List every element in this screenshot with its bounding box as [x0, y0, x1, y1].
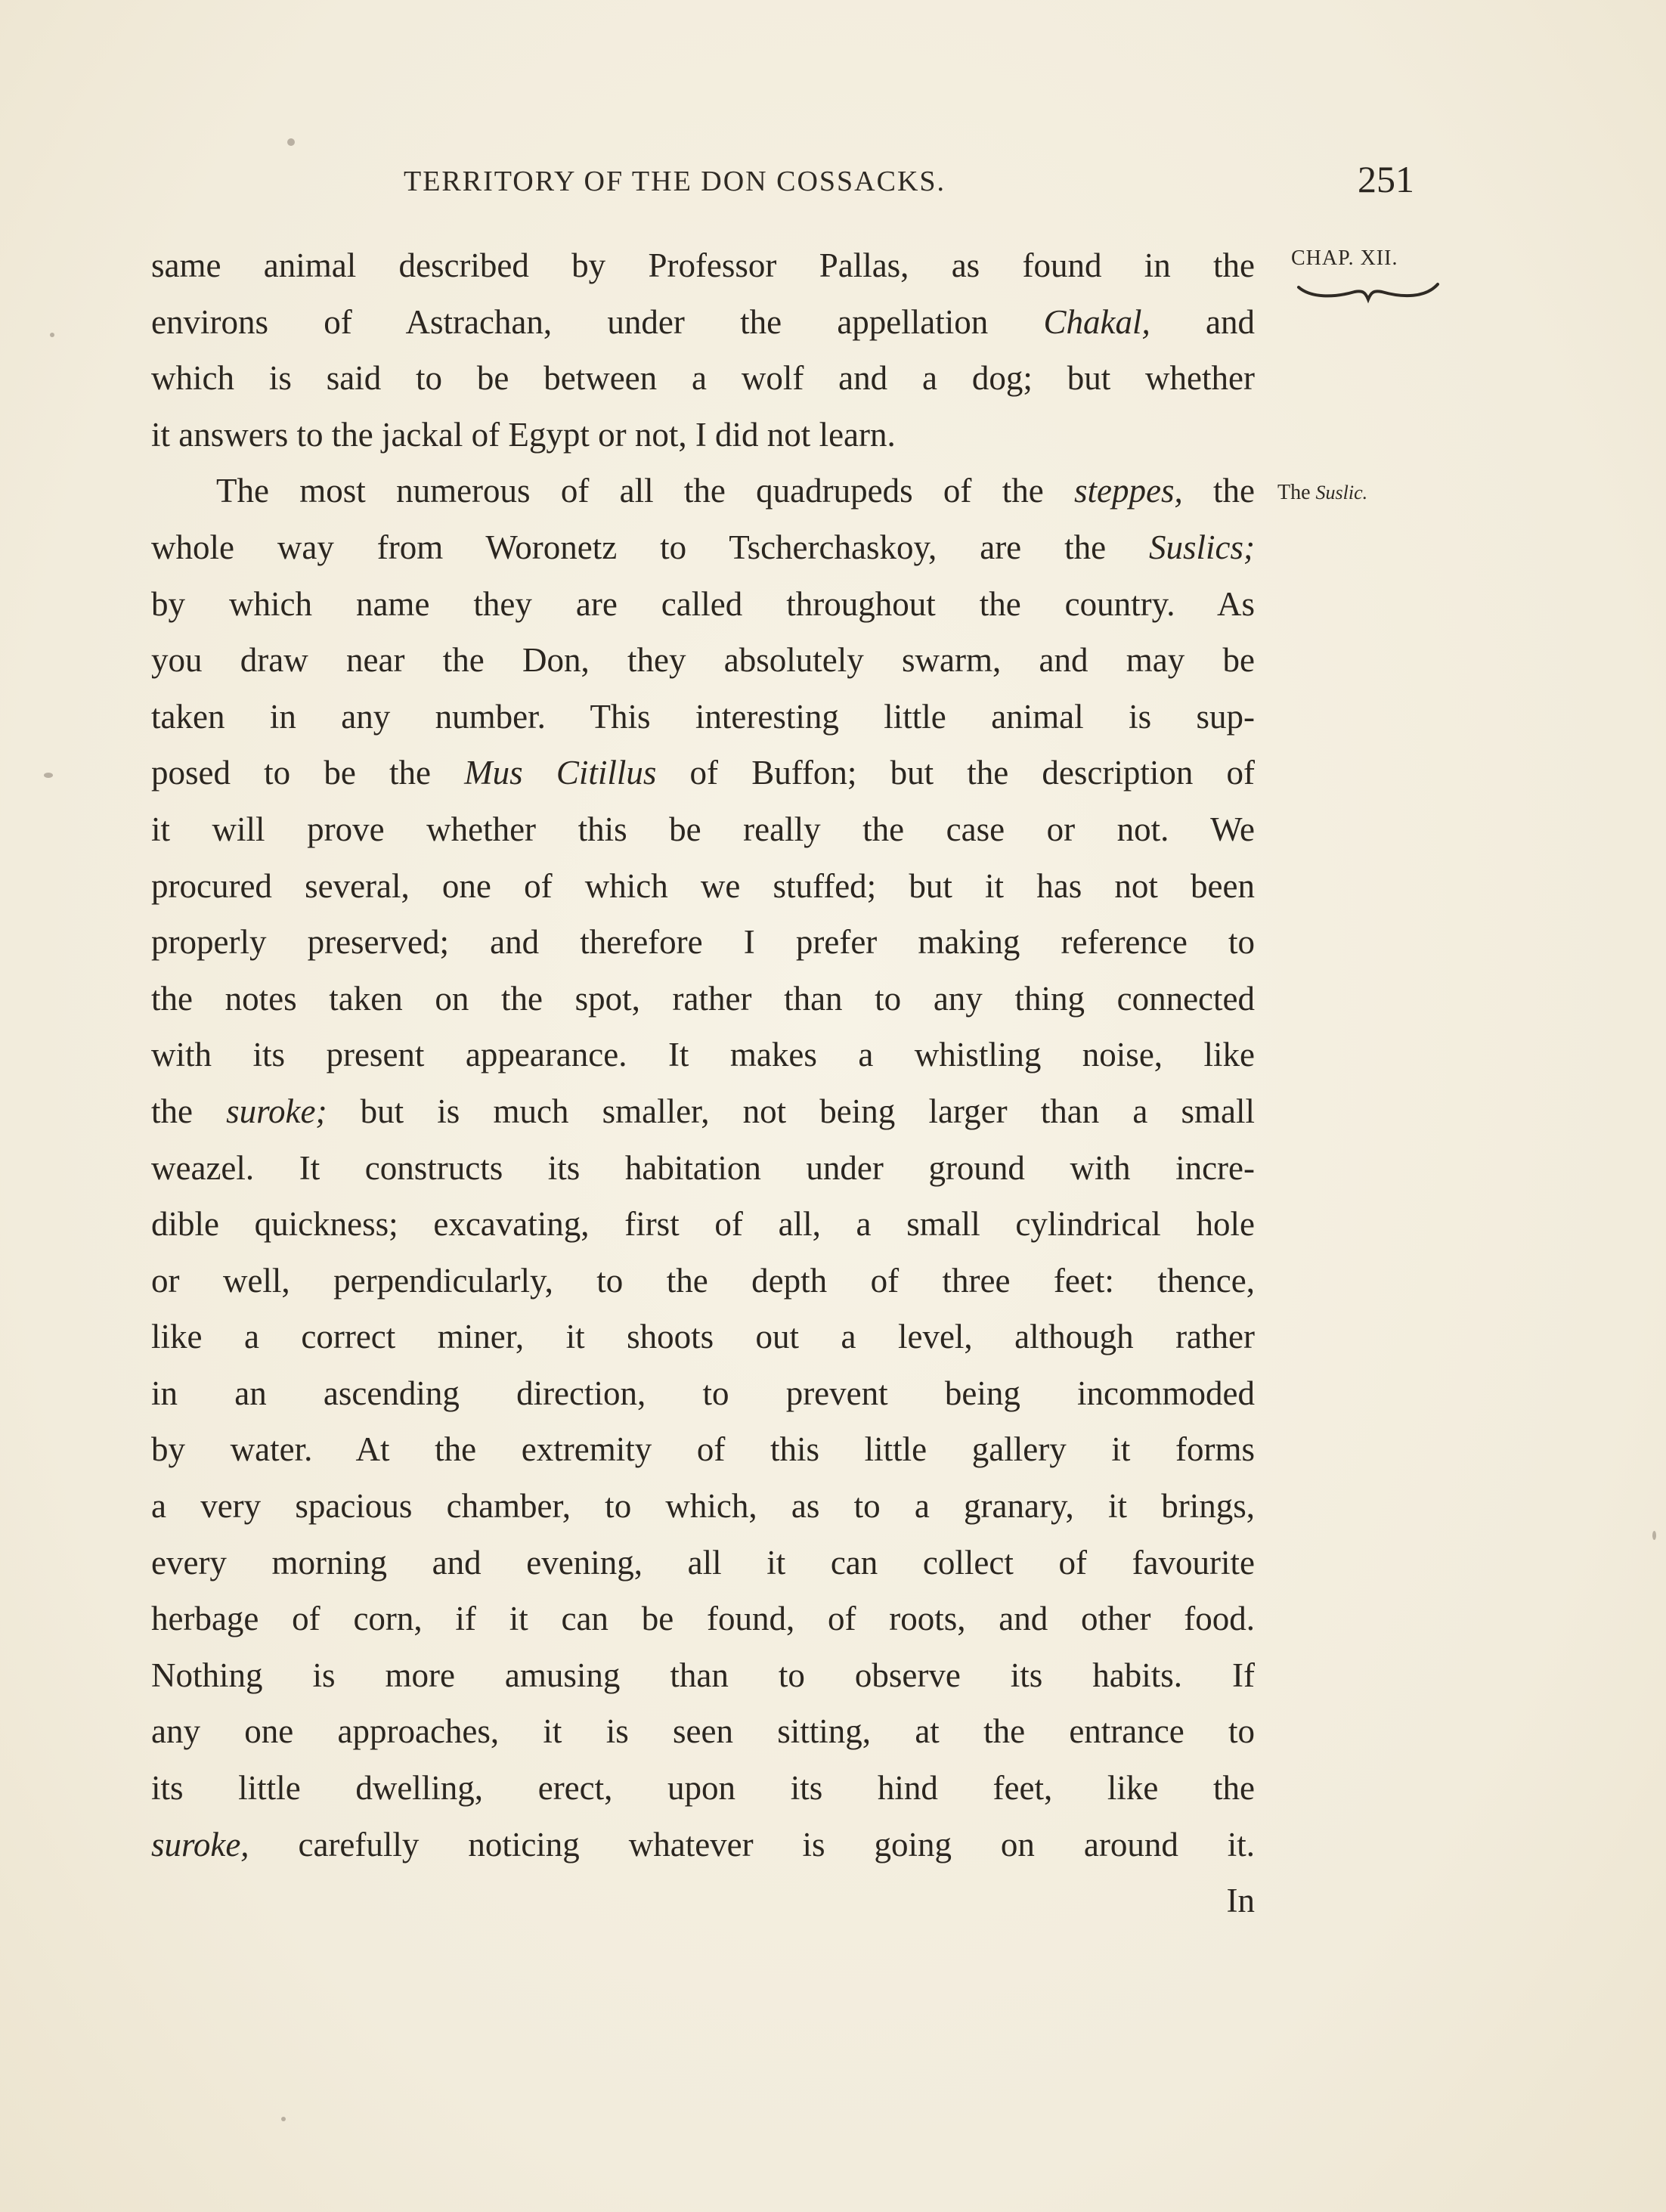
text-segment: dible quickness; excavating, first of all, a small cylindrical hole: [151, 1205, 1255, 1244]
text-segment: posed to be the: [151, 754, 465, 792]
italic-term: steppes,: [1073, 472, 1183, 510]
text-line: [151, 463, 1255, 519]
italic-term: suroke;: [226, 1092, 327, 1130]
text-segment: like a correct miner, it shoots out a level, although rather: [151, 1318, 1255, 1356]
text-line: [151, 237, 1255, 294]
text-line: [151, 407, 1255, 463]
text-segment: with its present appearance. It makes a whistling noise, like: [151, 1036, 1255, 1074]
text-segment: which is said to be between a wolf and a dog; but whether: [151, 359, 1255, 398]
text-line: [151, 294, 1255, 351]
text-line: [151, 1817, 1255, 1873]
text-line: [151, 1027, 1255, 1083]
margin-note-subject: Suslic.: [1315, 482, 1368, 503]
text-segment: or well, perpendicularly, to the depth of three feet: thence,: [151, 1261, 1255, 1300]
margin-note: [1277, 481, 1367, 505]
text-line: [151, 1196, 1255, 1253]
paper-speck: [44, 773, 53, 778]
text-line: [151, 1703, 1255, 1760]
text-line: [151, 1365, 1255, 1422]
text-segment: taken in any number. This interesting little animal is sup-: [151, 697, 1255, 736]
text-line: [151, 1760, 1255, 1817]
text-line: [151, 1647, 1255, 1704]
text-segment: its little dwelling, erect, upon its hind feet, like the: [151, 1769, 1255, 1808]
paper-speck: [281, 2117, 286, 2121]
text-segment: a very spacious chamber, to which, as to a granary, it brings,: [151, 1487, 1255, 1526]
catchword: In: [1226, 1882, 1255, 1920]
text-line: [151, 745, 1255, 801]
text-segment: by water. At the extremity of this little gallery it forms: [151, 1430, 1255, 1469]
text-segment: carefully noticing whatever is going on around it.: [249, 1825, 1255, 1863]
text-line: [151, 971, 1255, 1027]
text-segment: Nothing is more amusing than to observe its habits. If: [151, 1656, 1255, 1694]
text-segment: but is much smaller, not being larger than a small: [327, 1092, 1255, 1130]
text-segment: procured several, one of which we stuffed; but it has not been: [151, 866, 1255, 905]
page-number: 251: [1358, 158, 1414, 200]
text-segment: properly preserved; and therefore I prefer making reference to: [151, 923, 1255, 962]
text-segment: whole way from Woronetz to Tscherchaskoy, are the: [151, 528, 1149, 566]
text-segment: same animal described by Professor Pallas, as found in the: [151, 246, 1255, 284]
margin-brace-ornament: [1296, 278, 1441, 308]
text-line: [151, 1253, 1255, 1309]
paper-speck: [50, 333, 54, 337]
italic-term: Mus Citillus: [464, 754, 657, 792]
text-line: [151, 1591, 1255, 1647]
text-line: [151, 1083, 1255, 1140]
italic-term: Chakal,: [1043, 302, 1150, 341]
paper-speck: [1652, 1531, 1656, 1540]
text-line: [151, 858, 1255, 915]
text-line: [151, 1309, 1255, 1365]
italic-term: Suslics;: [1149, 528, 1255, 566]
italic-term: suroke,: [151, 1825, 249, 1863]
text-line: [151, 689, 1255, 745]
text-line: [151, 350, 1255, 407]
text-segment: weazel. It constructs its habitation under ground with incre-: [151, 1148, 1255, 1187]
text-segment: the: [151, 1092, 227, 1130]
text-line: [151, 1140, 1255, 1197]
text-segment: you draw near the Don, they absolutely swarm, and may be: [151, 641, 1255, 680]
paper-speck: [287, 138, 295, 146]
text-segment: environs of Astrachan, under the appellation: [151, 302, 1044, 341]
text-segment: of Buffon; but the description of: [656, 754, 1256, 792]
text-line: [151, 801, 1255, 858]
text-segment: the: [1182, 472, 1255, 510]
text-segment: it will prove whether this be really the case or not. We: [151, 810, 1255, 848]
text-line: [151, 914, 1255, 971]
body-text: [151, 237, 1255, 1929]
text-segment: in an ascending direction, to prevent being incommoded: [151, 1374, 1255, 1412]
running-title: TERRITORY OF THE DON COSSACKS.: [404, 166, 946, 197]
text-segment: herbage of corn, if it can be found, of roots, and other food.: [151, 1600, 1255, 1638]
text-segment: by which name they are called throughout the country. As: [151, 584, 1255, 623]
text-segment: every morning and evening, all it can collect of favourite: [151, 1543, 1255, 1582]
text-segment: and: [1150, 302, 1255, 341]
text-line: [151, 632, 1255, 689]
text-line: [151, 1421, 1255, 1478]
margin-note-prefix: The: [1277, 481, 1311, 504]
text-segment: it answers to the jackal of Egypt or not, I did not learn.: [151, 415, 896, 454]
text-segment: the notes taken on the spot, rather than to any thing connected: [151, 979, 1255, 1018]
text-line: [151, 1535, 1255, 1591]
text-line: [151, 519, 1255, 576]
text-line: [151, 1478, 1255, 1535]
text-line: [151, 576, 1255, 633]
text-segment: The most numerous of all the quadrupeds of the: [216, 472, 1074, 510]
margin-chapter-label: CHAP. XII.: [1291, 246, 1398, 270]
text-segment: any one approaches, it is seen sitting, at the entrance to: [151, 1712, 1255, 1751]
